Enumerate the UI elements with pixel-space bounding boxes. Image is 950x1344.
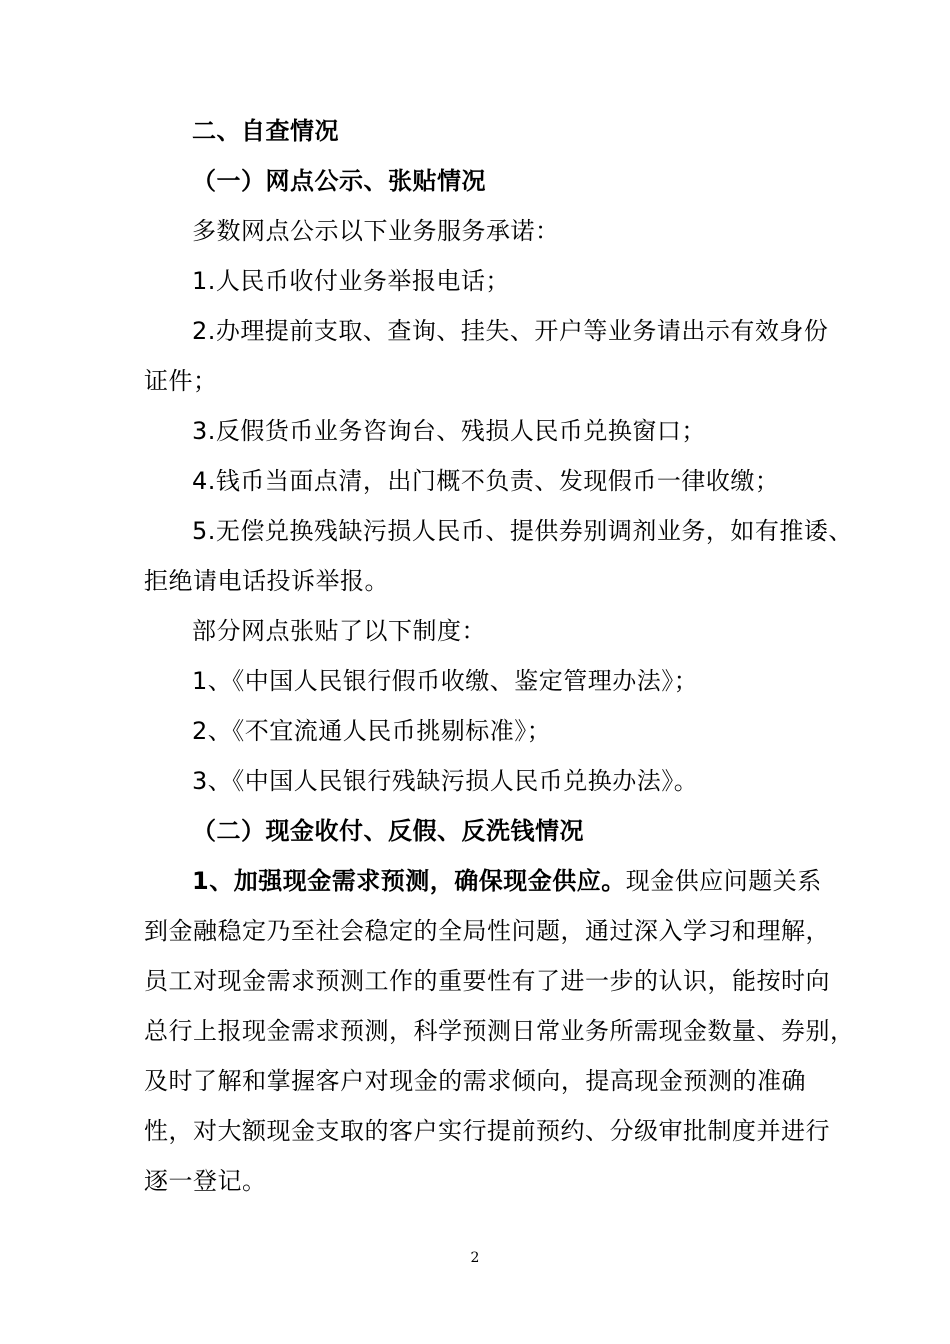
rules-intro: 部分网点张贴了以下制度： xyxy=(192,617,486,645)
paragraph-line-4: 总行上报现金需求预测，科学预测日常业务所需现金数量、券别， xyxy=(144,1017,855,1045)
commitment-item-1: 1.人民币收付业务举报电话； xyxy=(192,267,510,295)
paragraph-lead-rest: 现金供应问题关系 xyxy=(625,867,822,895)
rule-item-1: 1、《中国人民银行假币收缴、鉴定管理办法》； xyxy=(192,667,699,695)
commitment-item-5: 5.无偿兑换残缺污损人民币、提供券别调剂业务，如有推诿、 xyxy=(192,517,853,545)
paragraph-line-3: 员工对现金需求预测工作的重要性有了进一步的认识，能按时向 xyxy=(144,967,830,995)
paragraph-line-1 xyxy=(192,866,822,896)
paragraph-line-2: 到金融稳定乃至社会稳定的全局性问题，通过深入学习和理解， xyxy=(144,917,830,945)
rule-item-2: 2、《不宜流通人民币挑剔标准》； xyxy=(192,717,552,745)
subsection-heading-2: （二）现金收付、反假、反洗钱情况 xyxy=(192,817,584,845)
subsection-heading-1: （一）网点公示、张贴情况 xyxy=(192,167,486,195)
paragraph-line-6: 性，对大额现金支取的客户实行提前预约、分级审批制度并进行 xyxy=(144,1117,830,1145)
section-heading: 二、自查情况 xyxy=(192,117,339,145)
rule-item-3: 3、《中国人民银行残缺污损人民币兑换办法》。 xyxy=(192,767,699,795)
paragraph-line-7: 逐一登记。 xyxy=(144,1167,267,1195)
paragraph-bold-lead: 1、加强现金需求预测，确保现金供应。 xyxy=(192,867,626,895)
commitments-intro: 多数网点公示以下业务服务承诺： xyxy=(192,217,560,245)
commitment-item-4: 4.钱币当面点清，出门概不负责、发现假币一律收缴； xyxy=(192,467,780,495)
commitment-item-2-cont: 证件； xyxy=(144,367,218,395)
commitment-item-2: 2.办理提前支取、查询、挂失、开户等业务请出示有效身份 xyxy=(192,317,829,345)
commitment-item-5-cont: 拒绝请电话投诉举报。 xyxy=(144,567,389,595)
page-number: 2 xyxy=(470,1250,480,1266)
commitment-item-3: 3.反假货币业务咨询台、残损人民币兑换窗口； xyxy=(192,417,706,445)
paragraph-line-5: 及时了解和掌握客户对现金的需求倾向，提高现金预测的准确 xyxy=(144,1067,806,1095)
